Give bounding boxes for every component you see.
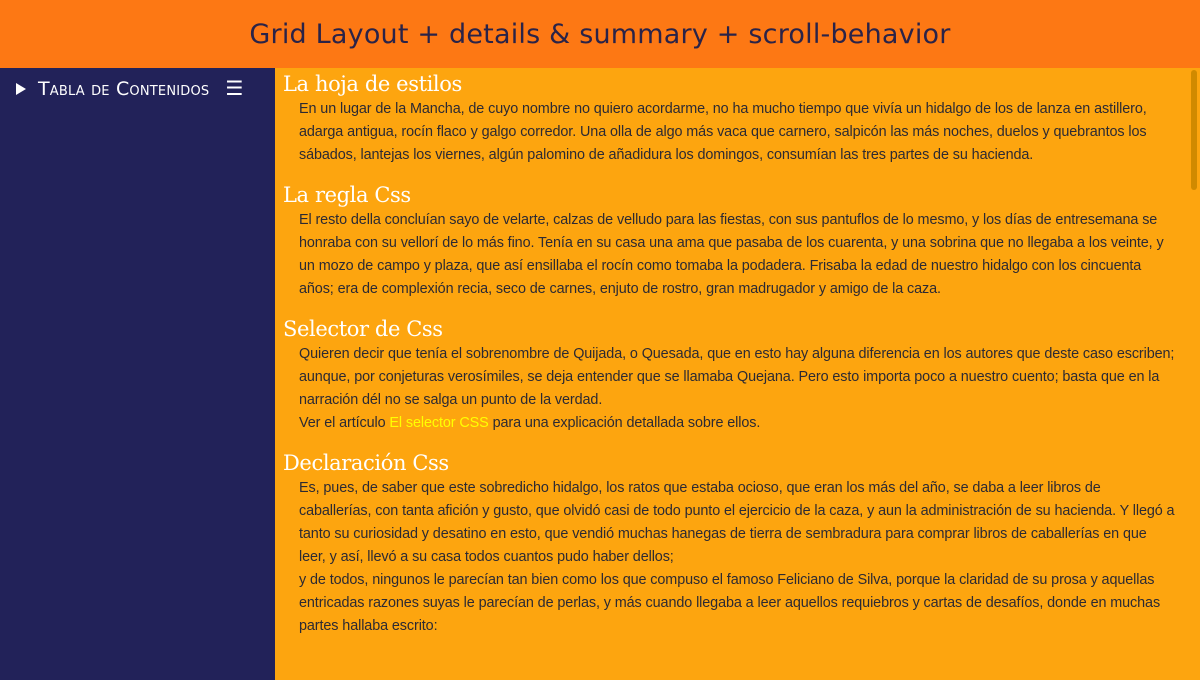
see-article-suffix: para una explicación detallada sobre ellos.	[488, 415, 761, 431]
toc-label: Tabla de Contenidos	[38, 78, 210, 100]
section-regla-css	[283, 181, 1176, 301]
section-paragraph: Quieren decir que tenía el sobrenombre de Quijada, o Quesada, que en esto hay alguna diferencia en los autores que deste caso escriben; aunque, por conjeturas verosímiles, se deja entender que se llamaba Quejana. Pero esto importa poco a nuestro cuento; basta que en la narración dél no se salga un punto de la verdad.	[299, 346, 1175, 408]
selector-css-link[interactable]: El selector CSS	[389, 415, 489, 431]
page-header	[0, 0, 1200, 68]
section-heading: Selector de Css	[283, 317, 443, 341]
sidebar	[0, 68, 275, 680]
scrollbar-thumb[interactable]	[1191, 70, 1197, 190]
see-article-prefix: Ver el artículo	[299, 415, 390, 431]
section-heading: La regla Css	[283, 183, 411, 207]
page-title: Grid Layout + details & summary + scroll-behavior	[249, 18, 951, 50]
section-paragraph: y de todos, ningunos le parecían tan bien como los que compuso el famoso Feliciano de Silva, porque la claridad de su prosa y aquellas entricadas razones suyas le parecían de perlas, y más cuando llegaba a leer aquellos requiebros y cartas de desafíos, donde en muchas partes hallaba escrito:	[299, 572, 1161, 634]
see-article-line	[283, 412, 1176, 435]
section-heading: La hoja de estilos	[283, 72, 462, 96]
section-paragraph: Es, pues, de saber que este sobredicho hidalgo, los ratos que estaba ocioso, que eran los más del año, se daba a leer libros de caballerías, con tanta afición y gusto, que olvidó casi de todo punto el ejercicio de la caza, y aun la administración de su hacienda. Y llegó a tanto su curiosidad y desatino en esto, que vendió muchas hanegas de tierra de sembradura para comprar libros de caballerías en que leer, y así, llevó a su casa todos cuantos pudo haber dellos;	[299, 480, 1175, 565]
section-hoja-de-estilos	[283, 70, 1176, 167]
disclosure-triangle-icon	[16, 83, 26, 95]
section-declaracion-css	[283, 449, 1176, 638]
section-selector-css	[283, 315, 1176, 435]
main-content	[275, 68, 1200, 680]
hamburger-menu-icon: ☰	[225, 78, 244, 100]
section-heading: Declaración Css	[283, 451, 449, 475]
toc-summary-toggle[interactable]	[0, 74, 275, 104]
section-paragraph: En un lugar de la Mancha, de cuyo nombre no quiero acordarme, no ha mucho tiempo que vivía un hidalgo de los de lanza en astillero, adarga antigua, rocín flaco y galgo corredor. Una olla de algo más vaca que carnero, salpicón las más noches, duelos y quebrantos los sábados, lantejas los viernes, algún palomino de añadidura los domingos, consumían las tres partes de su hacienda.	[299, 101, 1147, 163]
section-paragraph: El resto della concluían sayo de velarte, calzas de velludo para las fiestas, con sus pantuflos de lo mesmo, y los días de entresemana se honraba con su vellorí de lo más fino. Tenía en su casa una ama que pasaba de los cuarenta, y una sobrina que no llegaba a los veinte, y un mozo de campo y plaza, que así ensillaba el rocín como tomaba la podadera. Frisaba la edad de nuestro hidalgo con los cincuenta años; era de complexión recia, seco de carnes, enjuto de rostro, gran madrugador y amigo de la caza.	[299, 212, 1164, 297]
